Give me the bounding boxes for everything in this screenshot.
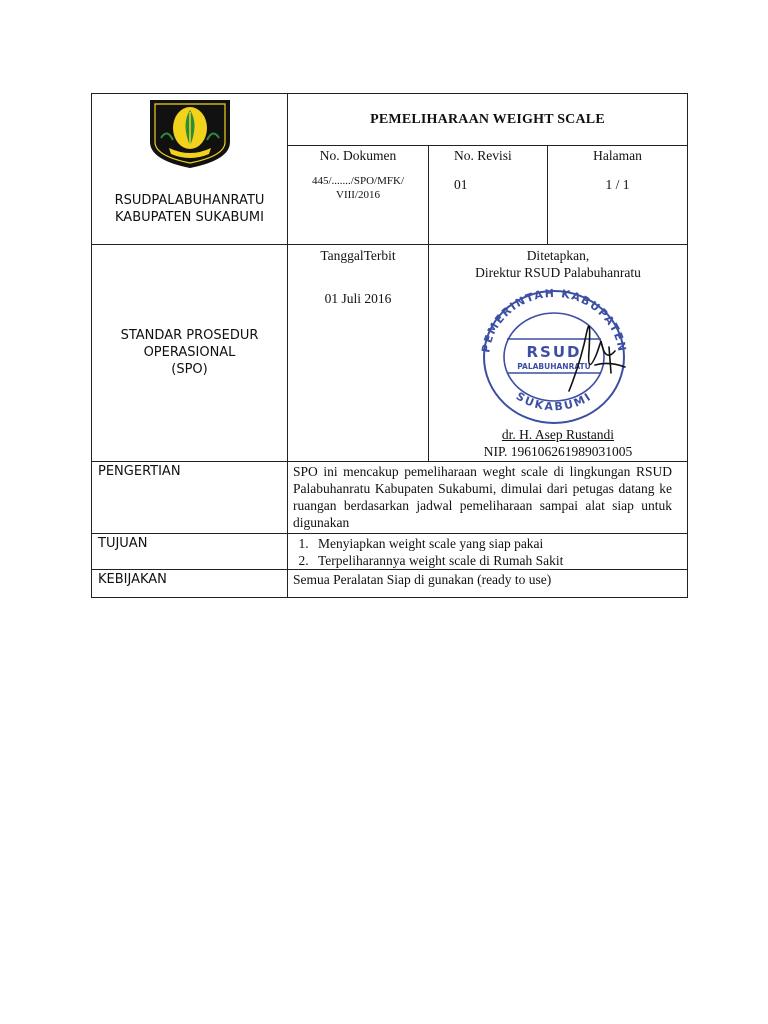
tujuan-item: 1. Menyiapkan weight scale yang siap pakai — [312, 535, 682, 552]
set-by-line2: Direktur RSUD Palabuhanratu — [475, 265, 641, 280]
signer-name: dr. H. Asep Rustandi — [501, 427, 615, 442]
revision-cell — [428, 145, 548, 245]
spo-line2: OPERASIONAL — [143, 345, 236, 360]
kebijakan-text-cell — [287, 569, 688, 598]
issue-date-cell — [287, 244, 429, 462]
kebijakan-label: KEBIJAKAN — [98, 572, 167, 587]
spo-document — [91, 93, 688, 598]
spo-cell — [91, 244, 288, 462]
regency-emblem-icon — [147, 98, 233, 170]
org-name-line1: RSUDPALABUHANRATU — [114, 193, 265, 208]
page-value: 1 / 1 — [605, 177, 630, 192]
set-by-line1: Ditetapkan, — [526, 248, 590, 263]
document-title-cell — [287, 93, 688, 146]
svg-text:SUKABUMI — [514, 390, 595, 414]
revision-value: 01 — [454, 177, 468, 192]
org-cell — [91, 93, 288, 245]
tujuan-label: TUJUAN — [98, 536, 148, 551]
pengertian-label-cell — [91, 461, 288, 534]
kebijakan-text: Semua Peralatan Siap di gunakan (ready to use) — [293, 572, 552, 587]
page-cell — [547, 145, 688, 245]
doc-number-value-2: VIII/2016 — [336, 189, 380, 201]
stamp-center-text: RSUD — [526, 343, 582, 361]
stamp-sub-text: PALABUHANRATU — [517, 362, 591, 371]
signer-nip: NIP. 196106261989031005 — [483, 444, 633, 459]
revision-label: No. Revisi — [454, 148, 512, 163]
issue-date-label: TanggalTerbit — [320, 248, 396, 263]
spo-line3: (SPO) — [171, 362, 208, 377]
document-title: PEMELIHARAAN WEIGHT SCALE — [370, 112, 605, 127]
org-name-line2: KABUPATEN SUKABUMI — [115, 210, 264, 225]
tujuan-label-cell — [91, 533, 288, 570]
stamp-top-text: PEMERINTAH KABUPATEN — [479, 286, 629, 354]
tujuan-item: 2. Terpeliharannya weight scale di Rumah Sakit — [312, 552, 682, 569]
pengertian-text-cell — [287, 461, 688, 534]
doc-number-value-1: 445/......./SPO/MFK/ — [312, 175, 404, 187]
tujuan-list — [288, 535, 682, 569]
tujuan-list-cell — [287, 533, 688, 570]
spo-line1: STANDAR PROSEDUR — [120, 328, 259, 343]
kebijakan-label-cell — [91, 569, 288, 598]
doc-number-label: No. Dokumen — [319, 148, 397, 163]
official-stamp-icon — [469, 281, 639, 429]
stamp-bottom-text: SUKABUMI — [513, 389, 595, 414]
pengertian-text: SPO ini mencakup pemeliharaan weght scale di lingkungan RSUD Palabuhanratu Kabupaten Sukabumi, dimulai dari petugas datang ke ruangan berdasarkan jadwal pemeliharaan sampai alat siap untuk digunakan — [293, 464, 672, 530]
approval-cell — [428, 244, 688, 462]
page-label: Halaman — [593, 148, 642, 163]
pengertian-label: PENGERTIAN — [98, 464, 181, 479]
doc-number-cell — [287, 145, 429, 245]
issue-date-value: 01 Juli 2016 — [324, 291, 392, 306]
